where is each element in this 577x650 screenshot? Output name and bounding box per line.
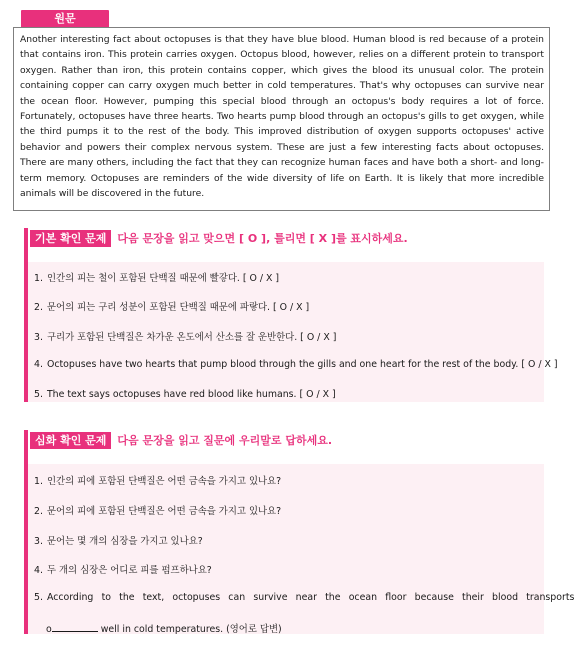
- question-number: 4.: [34, 359, 43, 370]
- basic-section-instruction: 다음 문장을 읽고 맞으면 [ O ], 틀리면 [ X ]를 표시하세요.: [117, 232, 408, 245]
- basic-question-5: [34, 389, 336, 400]
- question-number: 4.: [34, 565, 43, 576]
- question-number: 1.: [34, 476, 43, 487]
- question-number: 5.: [34, 389, 43, 400]
- question-text: 문어의 피는 구리 성분이 포함된 단백질 때문에 파랗다. [ O / X ]: [46, 302, 310, 313]
- advanced-question-5-line2: [46, 621, 282, 635]
- basic-question-1: [34, 270, 279, 284]
- basic-section-header: [30, 229, 408, 247]
- question-text: Octopuses have two hearts that pump blood through the gills and one heart for the rest of the body. [ O / X ]: [46, 359, 558, 370]
- advanced-question-2: [34, 503, 281, 517]
- question-text: According to the text, octopuses can survive near the ocean floor because their blood transports: [46, 592, 575, 603]
- question-text: 문어는 몇 개의 심장을 가지고 있나요?: [46, 536, 203, 547]
- basic-question-4: [34, 359, 558, 370]
- answer-suffix: well in cold temperatures. (영어로 답변): [97, 624, 282, 635]
- advanced-question-5: [34, 592, 574, 603]
- basic-question-2: [34, 299, 309, 313]
- basic-section-badge: 기본 확인 문제: [30, 230, 111, 247]
- question-text: 문어의 피에 포함된 단백질은 어떤 금속을 가지고 있나요?: [46, 506, 282, 517]
- answer-blank[interactable]: [52, 623, 98, 632]
- question-text: 인간의 피에 포함된 단백질은 어떤 금속을 가지고 있나요?: [46, 476, 282, 487]
- question-number: 3.: [34, 332, 43, 343]
- question-text: 인간의 피는 철이 포함된 단백질 때문에 빨갛다. [ O / X ]: [46, 273, 280, 284]
- question-number: 3.: [34, 536, 43, 547]
- question-number: 2.: [34, 302, 43, 313]
- answer-prefix: o: [46, 624, 52, 635]
- basic-question-3: [34, 329, 336, 343]
- question-text: 구리가 포함된 단백질은 차가운 온도에서 산소를 잘 운반한다. [ O / X ]: [46, 332, 337, 343]
- question-number: 5.: [34, 592, 43, 603]
- advanced-section-instruction: 다음 문장을 읽고 질문에 우리말로 답하세요.: [117, 434, 333, 447]
- question-number: 1.: [34, 273, 43, 284]
- passage-text: Another interesting fact about octopuses is that they have blue blood. Human blood is red because of a protein that contains iron. This protein carries oxygen. Octopus blood, however, relies on a different protein to transport oxygen. Rather than iron, this protein contains copper, which gives the blood its unusual color. The protein containing copper can carry oxygen much better in cold temperatures. That's why octopuses can survive near the ocean floor. However, pumping this special blood through an octopus's body requires a lot of force. Fortunately, octopuses have three hearts. Two hearts pump blood through an octopus's gills to get oxygen, while the third pumps it to the rest of the body. This improved distribution of oxygen supports octopuses' active behavior and powers their complex nervous system. These are just a few interesting facts about octopuses. There are many others, including the fact that they can recognize human faces and have both a short- and long-term memory. Octopuses are reminders of the wide diversity of life on Earth. It is likely that more incredible animals will be discovered in the future.: [20, 34, 544, 200]
- advanced-question-3: [34, 533, 203, 547]
- question-text: 두 개의 심장은 어디로 피를 펌프하나요?: [46, 565, 212, 576]
- passage-tag: 원문: [21, 10, 109, 28]
- advanced-questions-panel: [28, 464, 544, 634]
- advanced-question-1: [34, 473, 281, 487]
- advanced-section-header: [30, 431, 332, 449]
- passage-box: [13, 27, 550, 211]
- question-number: 2.: [34, 506, 43, 517]
- advanced-section-badge: 심화 확인 문제: [30, 432, 111, 449]
- advanced-question-4: [34, 562, 212, 576]
- question-text: The text says octopuses have red blood like humans. [ O / X ]: [46, 389, 336, 400]
